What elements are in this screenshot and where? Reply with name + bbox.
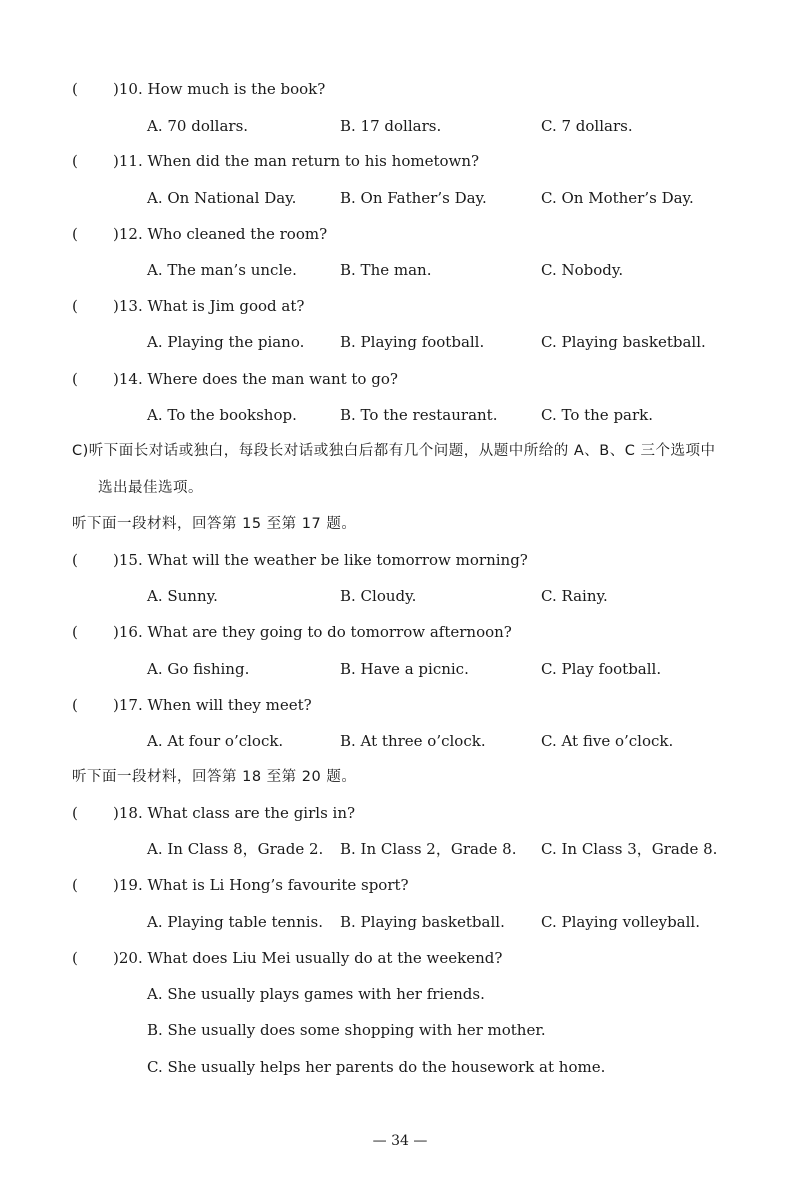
question-text (113, 949, 502, 967)
question-stem: Who cleaned the room? (147, 225, 328, 243)
option-b: B. On Father’s Day. (340, 189, 487, 207)
option-c: C. On Mother’s Day. (541, 189, 694, 207)
option-c: C. In Class 3，Grade 8. (541, 840, 718, 858)
option-b: B. Cloudy. (340, 587, 417, 605)
option-a: A. Playing the piano. (147, 333, 305, 351)
question-text (113, 696, 312, 714)
option-c: C. At five o’clock. (541, 732, 674, 750)
answer-blank: ( (72, 370, 78, 388)
question-number: )14. (113, 370, 148, 388)
question-text (113, 551, 528, 569)
option-c: C. Playing basketball. (541, 333, 706, 351)
question-number: )15. (113, 551, 148, 569)
option-c: C. To the park. (541, 406, 654, 424)
question-text (113, 876, 409, 894)
question-stem: Where does the man want to go? (147, 370, 398, 388)
question-stem: What are they going to do tomorrow afternoon? (147, 623, 512, 641)
option-a: A. In Class 8，Grade 2. (147, 840, 324, 858)
material-1-heading: 听下面一段材料，回答第 15 至第 17 题。 (72, 516, 357, 532)
question-text (113, 80, 325, 98)
question-number: )10. (113, 80, 148, 98)
option-b: B. Playing football. (340, 333, 485, 351)
option-c: C. Play football. (541, 660, 662, 678)
question-stem: When will they meet? (147, 696, 312, 714)
answer-blank: ( (72, 80, 78, 98)
question-number: )17. (113, 696, 148, 714)
option-c: C. Playing volleyball. (541, 913, 700, 931)
answer-blank: ( (72, 696, 78, 714)
option-a: A. Go fishing. (147, 660, 250, 678)
answer-blank: ( (72, 297, 78, 315)
answer-blank: ( (72, 876, 78, 894)
question-number: )12. (113, 225, 148, 243)
question-stem: What does Liu Mei usually do at the weekend? (147, 949, 503, 967)
option-a: A. On National Day. (147, 189, 297, 207)
option-b: B. Have a picnic. (340, 660, 469, 678)
option-b: B. To the restaurant. (340, 406, 498, 424)
question-stem: When did the man return to his hometown? (147, 152, 480, 170)
question-number: )20. (113, 949, 148, 967)
option-c: C. Nobody. (541, 261, 624, 279)
option-b: B. She usually does some shopping with her mother. (147, 1021, 546, 1039)
question-number: )19. (113, 876, 148, 894)
answer-blank: ( (72, 152, 78, 170)
option-c: C. She usually helps her parents do the housework at home. (147, 1058, 606, 1076)
question-stem: What class are the girls in? (147, 804, 356, 822)
option-a: A. She usually plays games with her friends. (147, 985, 485, 1003)
question-number: )18. (113, 804, 148, 822)
material-2-heading: 听下面一段材料，回答第 18 至第 20 题。 (72, 769, 357, 785)
option-c: C. Rainy. (541, 587, 608, 605)
option-a: A. The man’s uncle. (147, 261, 297, 279)
option-b: B. In Class 2，Grade 8. (340, 840, 517, 858)
option-a: A. 70 dollars. (147, 117, 249, 135)
question-text (113, 297, 304, 315)
section-c-instruction: C)听下面长对话或独白，每段长对话或独白后都有几个问题，从题中所给的 A、B、C 三个选项中 (72, 443, 716, 459)
answer-blank: ( (72, 551, 78, 569)
option-a: A. At four o’clock. (147, 732, 284, 750)
question-text (113, 225, 327, 243)
option-b: B. At three o’clock. (340, 732, 486, 750)
section-c-instruction-cont: 选出最佳选项。 (98, 480, 203, 496)
question-text (113, 370, 398, 388)
option-b: B. The man. (340, 261, 432, 279)
question-number: )11. (113, 152, 148, 170)
question-text (113, 623, 512, 641)
question-text (113, 152, 479, 170)
question-number: )13. (113, 297, 148, 315)
option-a: A. To the bookshop. (147, 406, 297, 424)
option-c: C. 7 dollars. (541, 117, 633, 135)
question-stem: What is Li Hong’s favourite sport? (147, 876, 409, 894)
answer-blank: ( (72, 225, 78, 243)
option-b: B. 17 dollars. (340, 117, 442, 135)
question-number: )16. (113, 623, 148, 641)
answer-blank: ( (72, 804, 78, 822)
answer-blank: ( (72, 623, 78, 641)
question-stem: What will the weather be like tomorrow morning? (147, 551, 528, 569)
option-a: A. Sunny. (147, 587, 218, 605)
question-text (113, 804, 355, 822)
option-a: A. Playing table tennis. (147, 913, 324, 931)
question-stem: How much is the book? (147, 80, 326, 98)
page-number: — 34 — (372, 1133, 428, 1149)
option-b: B. Playing basketball. (340, 913, 505, 931)
question-stem: What is Jim good at? (147, 297, 305, 315)
answer-blank: ( (72, 949, 78, 967)
